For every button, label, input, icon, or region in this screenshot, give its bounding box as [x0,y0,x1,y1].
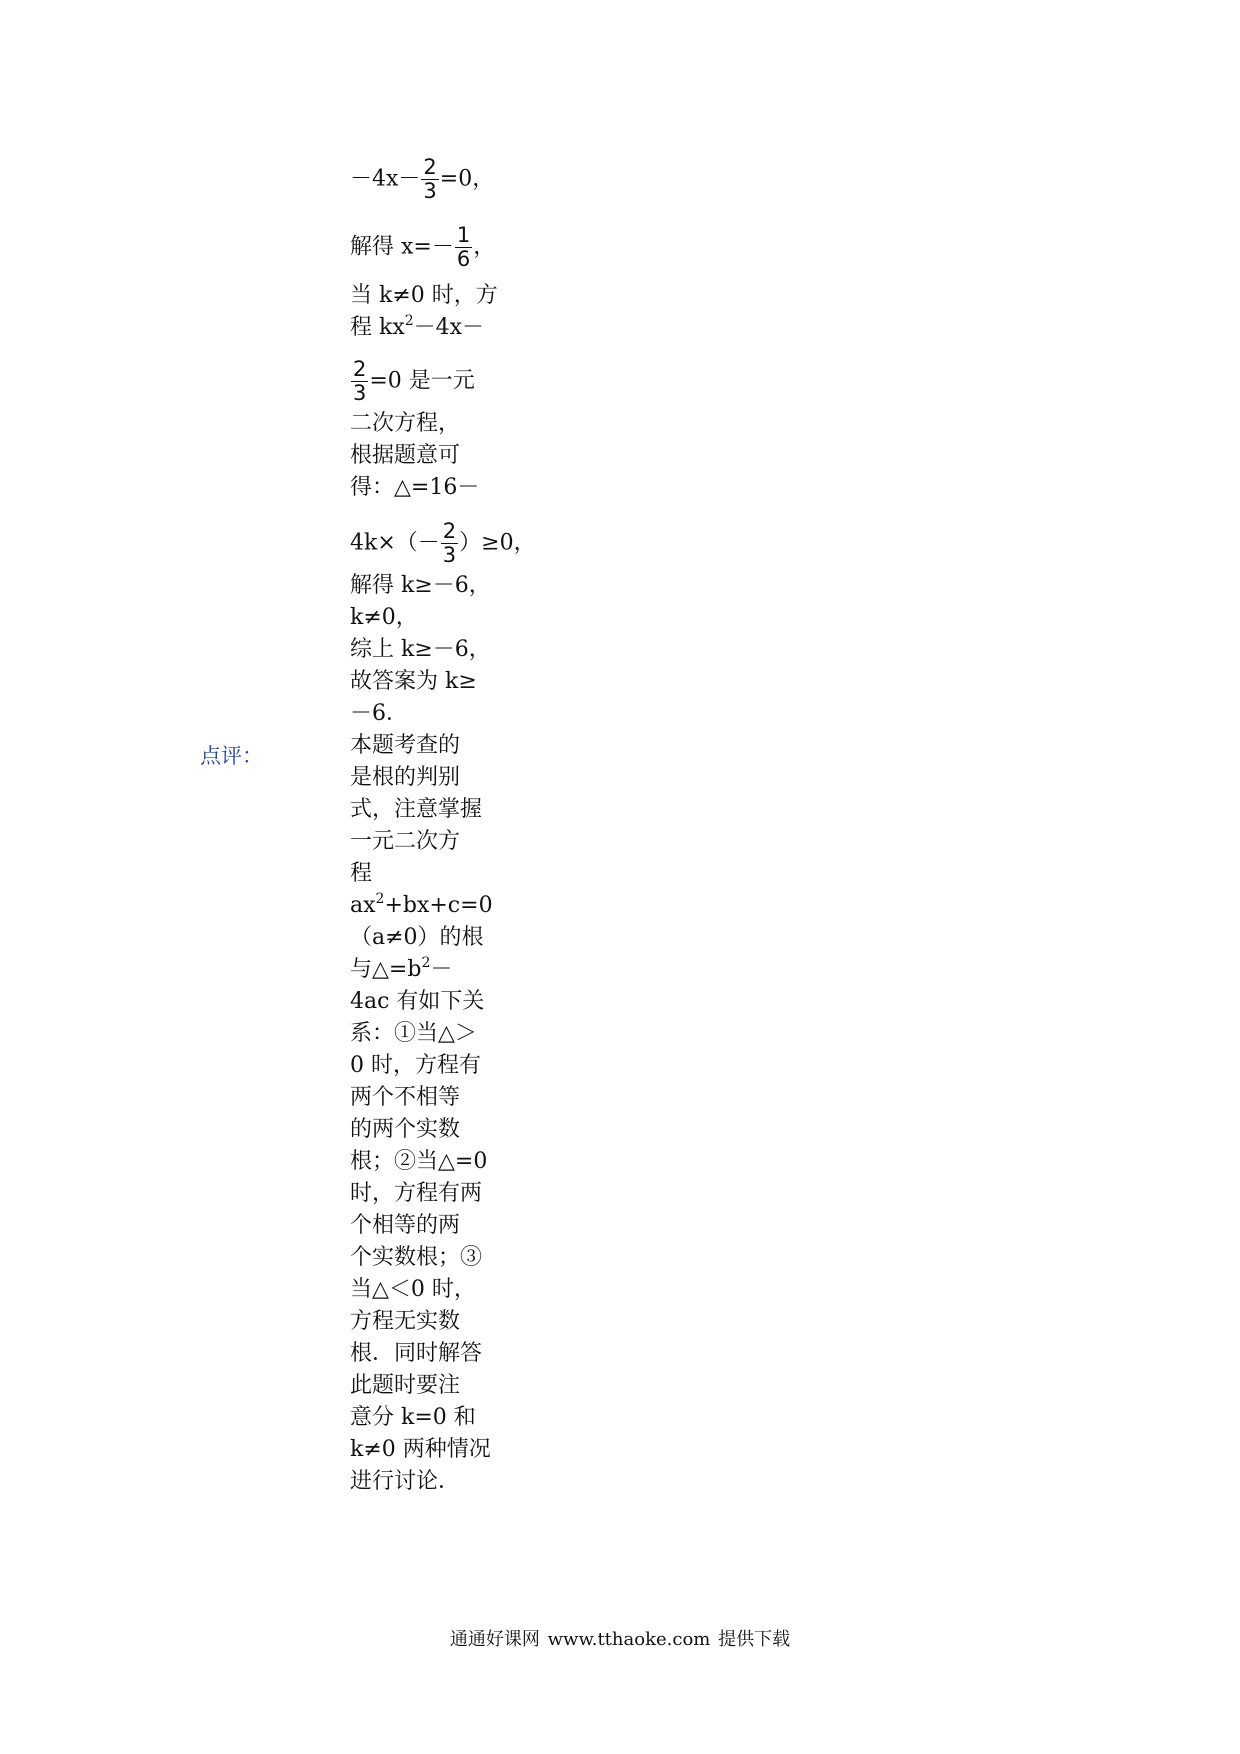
fraction: $\frac{2}{3}$ [423,155,437,203]
solution-text-line: 根据题意可 [350,443,461,468]
review-text-line: 两个不相等 [350,1085,461,1110]
solution-text-line: 故答案为 k≥ [350,669,477,694]
review-text-line: 系：①当△＞ [350,1021,477,1046]
review-text-line: 0 时，方程有 [350,1053,481,1078]
solution-equation-line: 4k×（－ $\frac{2}{3}$ ）≥0， [350,519,536,567]
review-text-line: 是根的判别 [350,765,461,790]
review-text-line: 本题考查的 [350,733,461,758]
page-footer: 通通好课网 www.tthaoke.com 提供下载 [449,1629,791,1650]
review-text-line: 意分 k=0 和 [350,1405,476,1430]
review-text-line: 式，注意掌握 [350,797,483,822]
solution-text-line: －6． [350,701,408,726]
review-text-line: $ax^2+bx+c=0$ [350,891,493,918]
solution-text-line: 解得 k≥－6， [350,573,491,598]
review-text-line: （a≠0）的根 [350,925,484,950]
solution-equation-line: 解得 x=－ $\frac{1}{6}$ ， [350,223,496,271]
review-text-line: 根．同时解答 [350,1341,483,1366]
review-text-line: 进行讨论． [350,1469,461,1494]
fraction: $\frac{2}{3}$ [442,519,457,567]
review-text-line: 此题时要注 [350,1373,461,1398]
review-text-line: 程 [350,861,373,886]
solution-text-line: k≠0， [350,605,418,630]
review-text-line: 时，方程有两 [350,1181,483,1206]
review-text-line: 与$\triangle=b^2-$ [350,955,453,982]
solution-text-line: 综上 k≥－6， [350,637,491,662]
solution-equation-line: －4x－ $\frac{2}{3}$ =0， [350,155,495,203]
review-text-line: 个相等的两 [350,1213,461,1238]
review-label: 点评： [200,744,263,768]
solution-text-line: 二次方程， [350,411,461,436]
solution-equation-line: $\frac{2}{3}$ =0 是一元 [353,357,475,405]
solution-text-line: 得：△=16－ [350,475,480,500]
review-text-line: k≠0 两种情况 [350,1437,491,1462]
review-text-line: 根；②当△=0 [350,1149,488,1174]
review-text-line: 个实数根；③ [350,1245,483,1270]
solution-text-line: 当 k≠0 时，方 [350,283,498,308]
fraction: $\frac{2}{3}$ [353,357,367,405]
fraction: $\frac{1}{6}$ [456,223,471,271]
review-text-line: 的两个实数 [350,1117,461,1142]
review-text-line: 当△＜0 时， [350,1277,476,1302]
review-text-line: 方程无实数 [350,1309,461,1334]
solution-text-line: 程 $kx^2-4x-$ [350,313,485,340]
review-text-line: 一元二次方 [350,829,461,854]
review-text-line: 4ac 有如下关 [350,989,485,1014]
